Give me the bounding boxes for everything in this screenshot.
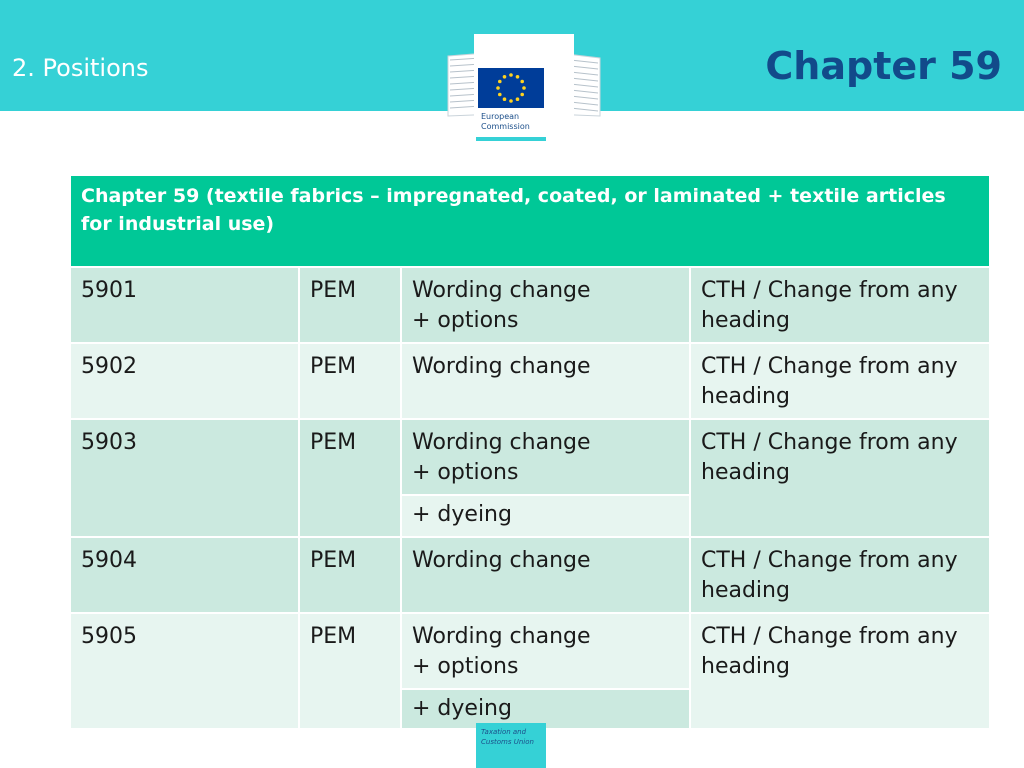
change-line: Wording change bbox=[412, 430, 591, 455]
criterion-cell: CTH / Change from any heading bbox=[690, 267, 990, 343]
table-row bbox=[70, 267, 990, 343]
footer-line2: Customs Union bbox=[481, 738, 534, 746]
page-title: Chapter 59 bbox=[765, 44, 1002, 88]
change-cell bbox=[401, 267, 690, 343]
heading-cell: 5905 bbox=[70, 613, 299, 729]
footer-badge bbox=[476, 723, 546, 768]
rule-cell: PEM bbox=[299, 537, 401, 613]
change-line: Wording change bbox=[412, 278, 591, 303]
table-row bbox=[70, 343, 990, 419]
change-cell bbox=[401, 343, 690, 419]
change-cell bbox=[401, 419, 690, 495]
criterion-cell: CTH / Change from any heading bbox=[690, 613, 990, 729]
change-line: + options bbox=[412, 654, 519, 679]
footer-line1: Taxation and bbox=[481, 728, 527, 736]
rule-cell: PEM bbox=[299, 419, 401, 537]
rule-cell: PEM bbox=[299, 267, 401, 343]
change-line: Wording change bbox=[412, 354, 591, 379]
table-row bbox=[70, 419, 990, 495]
rule-cell: PEM bbox=[299, 613, 401, 729]
table-row bbox=[70, 613, 990, 689]
criterion-cell: CTH / Change from any heading bbox=[690, 343, 990, 419]
change-line: + options bbox=[412, 460, 519, 485]
change-line: Wording change bbox=[412, 624, 591, 649]
rule-cell: PEM bbox=[299, 343, 401, 419]
extra-cell: + dyeing bbox=[401, 495, 690, 537]
table-row bbox=[70, 537, 990, 613]
criterion-cell: CTH / Change from any heading bbox=[690, 419, 990, 537]
european-commission-logo bbox=[446, 34, 602, 144]
eu-flag-icon bbox=[478, 68, 544, 108]
criterion-cell: CTH / Change from any heading bbox=[690, 537, 990, 613]
logo-text bbox=[481, 112, 551, 132]
heading-cell: 5904 bbox=[70, 537, 299, 613]
logo-text-line2: Commission bbox=[481, 122, 530, 131]
heading-cell: 5901 bbox=[70, 267, 299, 343]
logo-text-line1: European bbox=[481, 112, 520, 121]
footer-text bbox=[481, 727, 545, 747]
change-line: + options bbox=[412, 308, 519, 333]
table-title: Chapter 59 (textile fabrics – impregnated, coated, or laminated + textile articles for industrial use) bbox=[70, 175, 990, 267]
logo-strip bbox=[476, 137, 546, 141]
section-label: 2. Positions bbox=[12, 54, 149, 82]
extra-cell: + dyeing bbox=[401, 689, 690, 729]
change-cell bbox=[401, 537, 690, 613]
heading-cell: 5903 bbox=[70, 419, 299, 537]
change-cell bbox=[401, 613, 690, 689]
chapter-table bbox=[69, 174, 991, 730]
change-line: Wording change bbox=[412, 548, 591, 573]
heading-cell: 5902 bbox=[70, 343, 299, 419]
